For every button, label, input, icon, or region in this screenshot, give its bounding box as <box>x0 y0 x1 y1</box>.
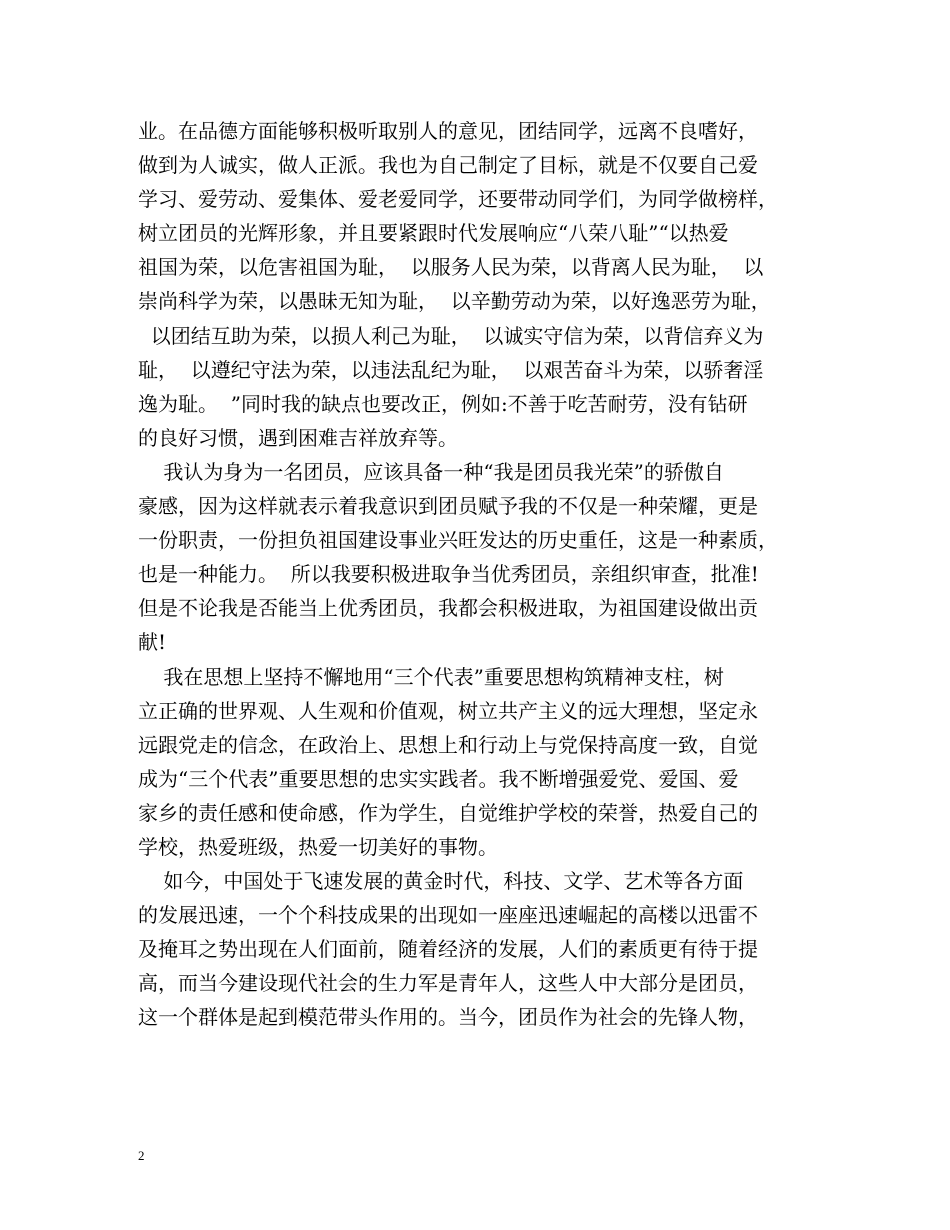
text-line: 崇尚科学为荣，以愚昧无知为耻， 以辛勤劳动为荣，以好逸恶劳为耻， <box>138 289 771 314</box>
text-line: 做到为人诚实，做人正派。我也为自己制定了目标，就是不仅要自己爱 <box>138 153 758 178</box>
text-line: 一份职责，一份担负祖国建设事业兴旺发达的历史重任，这是一种素质， <box>138 528 778 553</box>
text-line: 远跟党走的信念，在政治上、思想上和行动上与党保持高度一致，自觉 <box>138 732 758 757</box>
text-line: 的良好习惯，遇到困难吉祥放弃等。 <box>138 425 458 450</box>
text-line: 我认为身为一名团员，应该具备一种“我是团员我光荣”的骄傲自 <box>138 459 724 484</box>
text-line: 祖国为荣，以危害祖国为耻， 以服务人民为荣，以背离人民为耻， 以 <box>138 255 764 280</box>
text-line: 豪感，因为这样就表示着我意识到团员赋予我的不仅是一种荣耀，更是 <box>138 494 758 519</box>
text-line: 学习、爱劳动、爱集体、爱老爱同学，还要带动同学们，为同学做榜样， <box>138 187 778 212</box>
text-line: 如今，中国处于飞速发展的黄金时代，科技、文学、艺术等各方面 <box>138 869 744 894</box>
text-line: 高，而当今建设现代社会的生力军是青年人，这些人中大部分是团员， <box>138 971 758 996</box>
text-line: 业。在品德方面能够积极听取别人的意见，团结同学，远离不良嗜好， <box>138 119 758 143</box>
text-line: 成为“三个代表”重要思想的忠实实践者。我不断增强爱党、爱国、爱 <box>138 766 739 791</box>
text-line: 学校，热爱班级，热爱一切美好的事物。 <box>138 834 498 859</box>
text-line: 立正确的世界观、人生观和价值观，树立共产主义的远大理想，坚定永 <box>138 698 758 723</box>
page-number: 2 <box>138 1148 145 1163</box>
text-line: 家乡的责任感和使命感，作为学生，自觉维护学校的荣誉，热爱自己的 <box>138 800 758 825</box>
text-line: 我在思想上坚持不懈地用“三个代表”重要思想构筑精神支柱，树 <box>138 664 724 689</box>
text-line: 但是不论我是否能当上优秀团员，我都会积极进取，为祖国建设做出贡 <box>138 596 758 621</box>
body-text <box>138 114 828 1035</box>
text-line: 树立团员的光辉形象，并且要紧跟时代发展响应“八荣八耻”“以热爱 <box>138 221 729 246</box>
text-line: 耻， 以遵纪守法为荣，以违法乱纪为耻， 以艰苦奋斗为荣，以骄奢淫 <box>138 357 764 382</box>
text-line: 的发展迅速，一个个科技成果的出现如一座座迅速崛起的高楼以迅雷不 <box>138 903 758 928</box>
text-line: 这一个群体是起到模范带头作用的。当今，团员作为社会的先锋人物， <box>138 1005 758 1030</box>
text-line: 献! <box>138 630 167 655</box>
text-line: 也是一种能力。 所以我要积极进取争当优秀团员，亲组织审查，批准! <box>138 562 759 587</box>
text-line: 逸为耻。 ”同时我的缺点也要改正，例如:不善于吃苦耐劳，没有钻研 <box>138 391 748 416</box>
text-line: 及掩耳之势出现在人们面前，随着经济的发展，人们的素质更有待于提 <box>138 937 758 962</box>
text-line: 以团结互助为荣，以损人利己为耻， 以诚实守信为荣，以背信弃义为 <box>138 323 764 348</box>
